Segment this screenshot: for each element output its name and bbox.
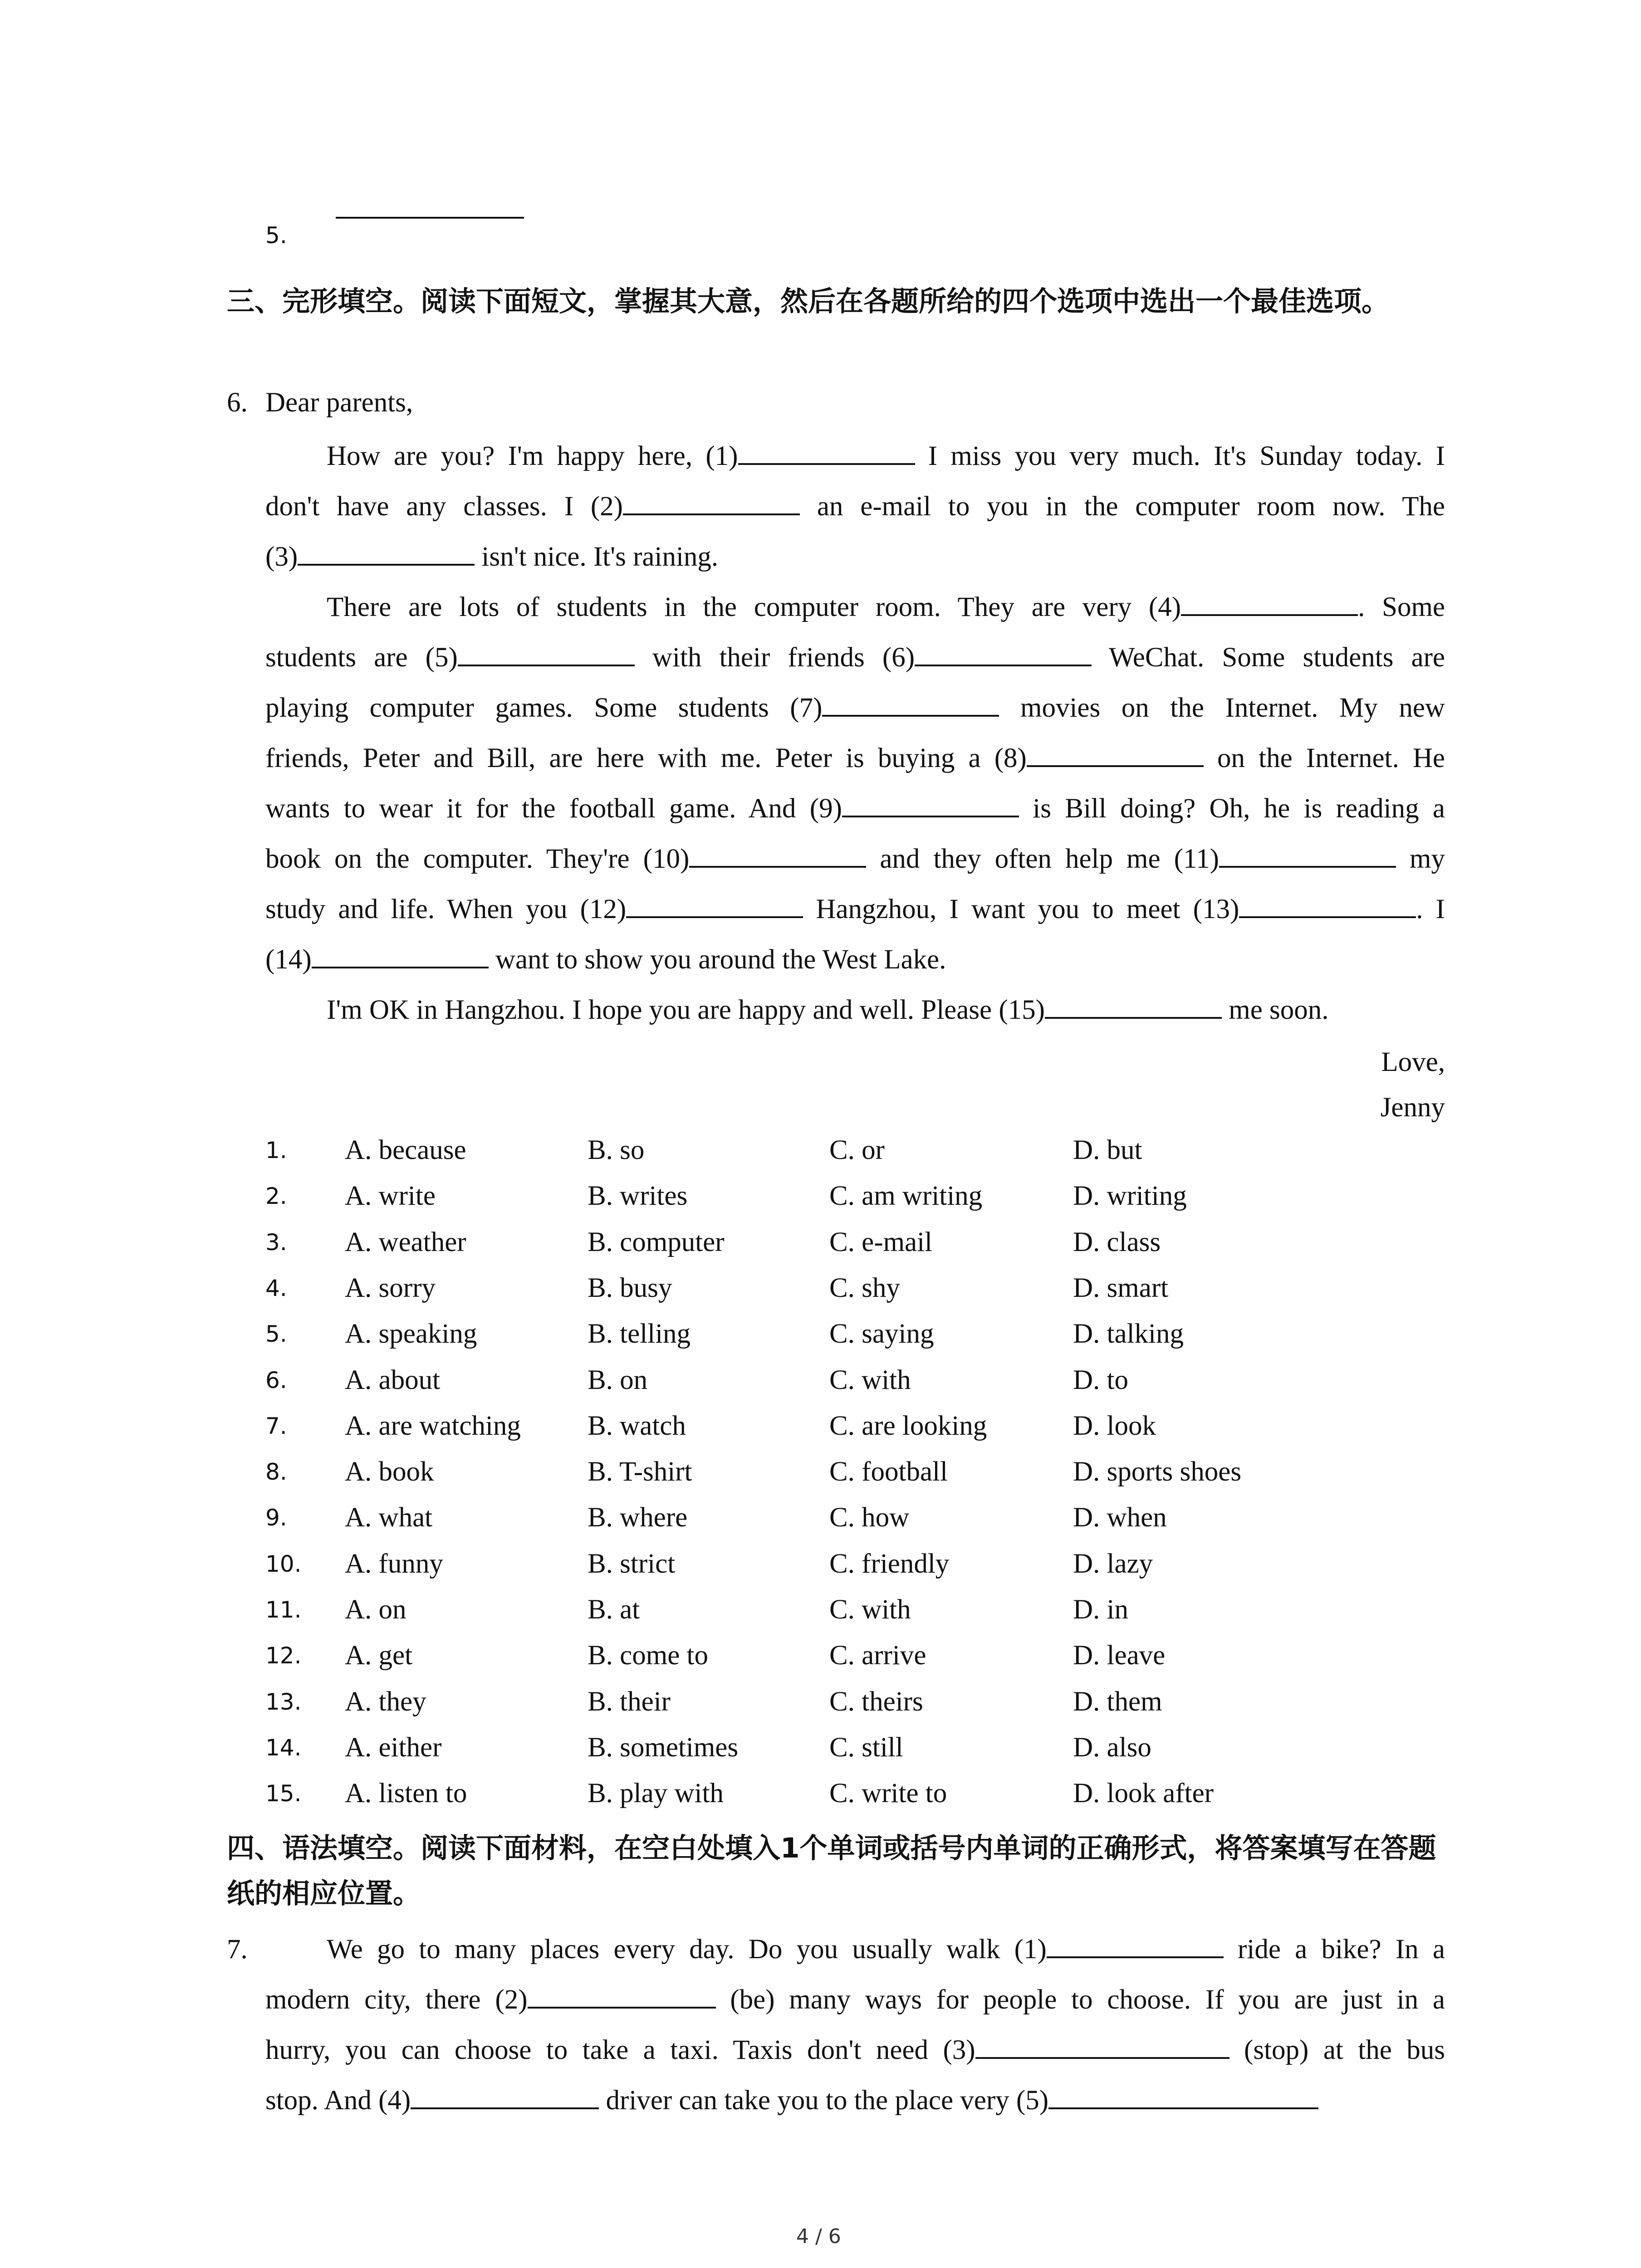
blank-7[interactable] [822,688,999,717]
option-row-13 [0,1679,1641,1725]
option-number: 3. [265,1229,287,1256]
passage-line-3: hurry, you can choose to take a taxi. Taxis don't need (3) (stop) at the bus [265,2025,1445,2075]
option-row-11 [0,1587,1641,1633]
option-a[interactable]: A. they [345,1686,426,1717]
option-row-9 [0,1495,1641,1540]
option-c[interactable]: C. saying [829,1319,934,1349]
blank-15[interactable] [1045,990,1222,1019]
grammar-blank-4[interactable] [411,2080,599,2109]
option-b[interactable]: B. so [588,1135,645,1165]
option-number: 1. [265,1137,287,1163]
option-number: 2. [265,1183,287,1210]
option-a[interactable]: A. weather [345,1227,466,1257]
option-c[interactable]: C. write to [829,1778,947,1809]
blank-5[interactable] [458,637,635,666]
option-row-8 [0,1449,1641,1495]
option-d[interactable]: D. in [1073,1594,1128,1625]
option-number: 6. [265,1367,287,1393]
option-d[interactable]: D. class [1073,1227,1161,1257]
option-number: 10. [265,1550,302,1577]
blank-4[interactable] [1181,587,1358,616]
blank-13[interactable] [1239,889,1416,918]
passage-line-4: stop. And (4) driver can take you to the place very (5) [265,2075,1445,2126]
letter-line-4: There are lots of students in the computer room. They are very (4) . Some [265,582,1445,632]
option-number: 9. [265,1505,287,1531]
passage-line-1: We go to many places every day. Do you usually walk (1) ride a bike? In a [265,1924,1445,1975]
blank-6[interactable] [915,637,1092,666]
option-a[interactable]: A. on [345,1594,407,1625]
option-number: 15. [265,1780,302,1807]
option-d[interactable]: D. look [1073,1410,1156,1441]
letter-line-9: book on the computer. They're (10) and they often help me (11) my [265,834,1445,884]
letter-line-12: I'm OK in Hangzhou. I hope you are happy and well. Please (15) me soon. [265,985,1445,1035]
section-4-heading: 四、语法填空。阅读下面材料，在空白处填入1个单词或括号内单词的正确形式，将答案填写在答题纸的相应位置。 [227,1832,1436,1910]
option-row-14 [0,1725,1641,1770]
option-b[interactable]: B. telling [588,1319,691,1349]
letter-line-8: wants to wear it for the football game. And (9) is Bill doing? Oh, he is reading a [265,783,1445,834]
option-d[interactable]: D. smart [1073,1272,1169,1303]
option-a[interactable]: A. about [345,1364,441,1395]
option-b[interactable]: B. play with [588,1778,724,1809]
option-row-2 [0,1173,1641,1219]
option-d[interactable]: D. writing [1073,1181,1187,1212]
blank-11[interactable] [1219,839,1396,868]
option-b[interactable]: B. computer [588,1227,725,1257]
option-b[interactable]: B. busy [588,1272,672,1303]
blank-2[interactable] [623,486,800,515]
letter-line-7: friends, Peter and Bill, are here with me. Peter is buying a (8) on the Internet. He [265,733,1445,783]
option-d[interactable]: D. leave [1073,1640,1166,1671]
option-row-3 [0,1220,1641,1265]
option-number: 11. [265,1597,302,1623]
blank-10[interactable] [689,839,866,868]
option-a[interactable]: A. are watching [345,1410,521,1441]
option-c[interactable]: C. with [829,1364,911,1395]
option-a[interactable]: A. sorry [345,1272,436,1303]
option-row-4 [0,1266,1641,1311]
option-c[interactable]: C. theirs [829,1686,923,1717]
option-c[interactable]: C. are looking [829,1410,987,1441]
item-number-5: 5. [265,222,287,249]
blank-14[interactable] [312,939,489,968]
passage-line-2: modern city, there (2) (be) many ways for people to choose. If you are just in a [265,1975,1445,2025]
blank-1[interactable] [738,436,915,465]
question-6-number: 6. [227,387,248,418]
question-7-number: 7. [227,1934,248,1965]
option-a[interactable]: A. either [345,1732,442,1763]
blank-9[interactable] [842,788,1019,817]
option-b[interactable]: B. on [588,1364,648,1395]
grammar-blank-5[interactable] [1048,2080,1318,2109]
option-d[interactable]: D. lazy [1073,1548,1153,1579]
option-c[interactable]: C. arrive [829,1640,926,1671]
option-row-12 [0,1633,1641,1678]
section-3-heading: 三、完形填空。阅读下面短文，掌握其大意，然后在各题所给的四个选项中选出一个最佳选项。 [227,285,1390,318]
option-row-5 [0,1311,1641,1357]
option-a[interactable]: A. write [345,1181,436,1212]
option-c[interactable]: C. with [829,1594,911,1625]
option-b[interactable]: B. strict [588,1548,676,1579]
option-a[interactable]: A. get [345,1640,413,1671]
letter-line-6: playing computer games. Some students (7) movies on the Internet. My new [265,683,1445,733]
option-a[interactable]: A. book [345,1457,434,1487]
option-d[interactable]: D. talking [1073,1319,1184,1349]
option-b[interactable]: B. watch [588,1410,686,1441]
option-d[interactable]: D. look after [1073,1778,1214,1809]
letter-closing: Love, [1381,1047,1445,1077]
option-b[interactable]: B. come to [588,1640,708,1671]
letter-line-3: (3) isn't nice. It's raining. [265,532,1445,582]
option-b[interactable]: B. at [588,1594,640,1625]
grammar-passage [265,1924,1445,2126]
option-number: 14. [265,1734,302,1761]
option-c[interactable]: C. football [829,1457,948,1487]
letter-line-10: study and life. When you (12) Hangzhou, I want you to meet (13) . I [265,884,1445,934]
option-d[interactable]: D. but [1073,1135,1142,1165]
option-a[interactable]: A. what [345,1502,433,1533]
blank-8[interactable] [1027,738,1204,767]
option-a[interactable]: A. speaking [345,1319,477,1349]
letter-line-5: students are (5) with their friends (6) WeChat. Some students are [265,632,1445,683]
option-b[interactable]: B. T-shirt [588,1457,692,1487]
option-d[interactable]: D. them [1073,1686,1162,1717]
blank-3[interactable] [298,537,475,566]
option-number: 12. [265,1642,302,1669]
option-d[interactable]: D. when [1073,1502,1167,1533]
blank-12[interactable] [626,889,803,918]
option-row-7 [0,1403,1641,1449]
page-number: 4 / 6 [796,2225,841,2248]
option-d[interactable]: D. to [1073,1364,1128,1395]
option-row-10 [0,1541,1641,1587]
letter-line-2: don't have any classes. I (2) an e-mail to you in the computer room now. The [265,481,1445,532]
grammar-blank-2[interactable] [528,1980,716,2009]
option-c[interactable]: C. or [829,1135,885,1165]
option-c[interactable]: C. e-mail [829,1227,932,1257]
letter-signature: Jenny [1380,1092,1445,1123]
letter-body [265,431,1445,1035]
option-number: 8. [265,1459,287,1486]
option-b[interactable]: B. sometimes [588,1732,739,1763]
letter-line-11: (14) want to show you around the West Lake. [265,934,1445,985]
option-number: 13. [265,1688,302,1715]
option-c[interactable]: C. how [829,1502,910,1533]
option-row-1 [0,1128,1641,1173]
option-c[interactable]: C. am writing [829,1181,983,1212]
option-c[interactable]: C. still [829,1732,903,1763]
option-d[interactable]: D. also [1073,1732,1151,1763]
option-row-6 [0,1358,1641,1403]
answer-blank-line [336,217,524,219]
option-d[interactable]: D. sports shoes [1073,1457,1242,1487]
grammar-blank-3[interactable] [975,2030,1230,2059]
option-b[interactable]: B. their [588,1686,671,1717]
option-b[interactable]: B. where [588,1502,688,1533]
option-row-15 [0,1771,1641,1816]
letter-line-1: How are you? I'm happy here, (1) I miss you very much. It's Sunday today. I [265,431,1445,481]
option-c[interactable]: C. shy [829,1272,900,1303]
option-number: 4. [265,1275,287,1301]
option-a[interactable]: A. funny [345,1548,443,1579]
option-a[interactable]: A. listen to [345,1778,467,1809]
option-number: 5. [265,1321,287,1348]
option-number: 7. [265,1413,287,1439]
option-b[interactable]: B. writes [588,1181,688,1212]
option-a[interactable]: A. because [345,1135,466,1165]
grammar-blank-1[interactable] [1047,1929,1224,1958]
letter-salutation: Dear parents, [265,387,413,418]
option-c[interactable]: C. friendly [829,1548,950,1579]
